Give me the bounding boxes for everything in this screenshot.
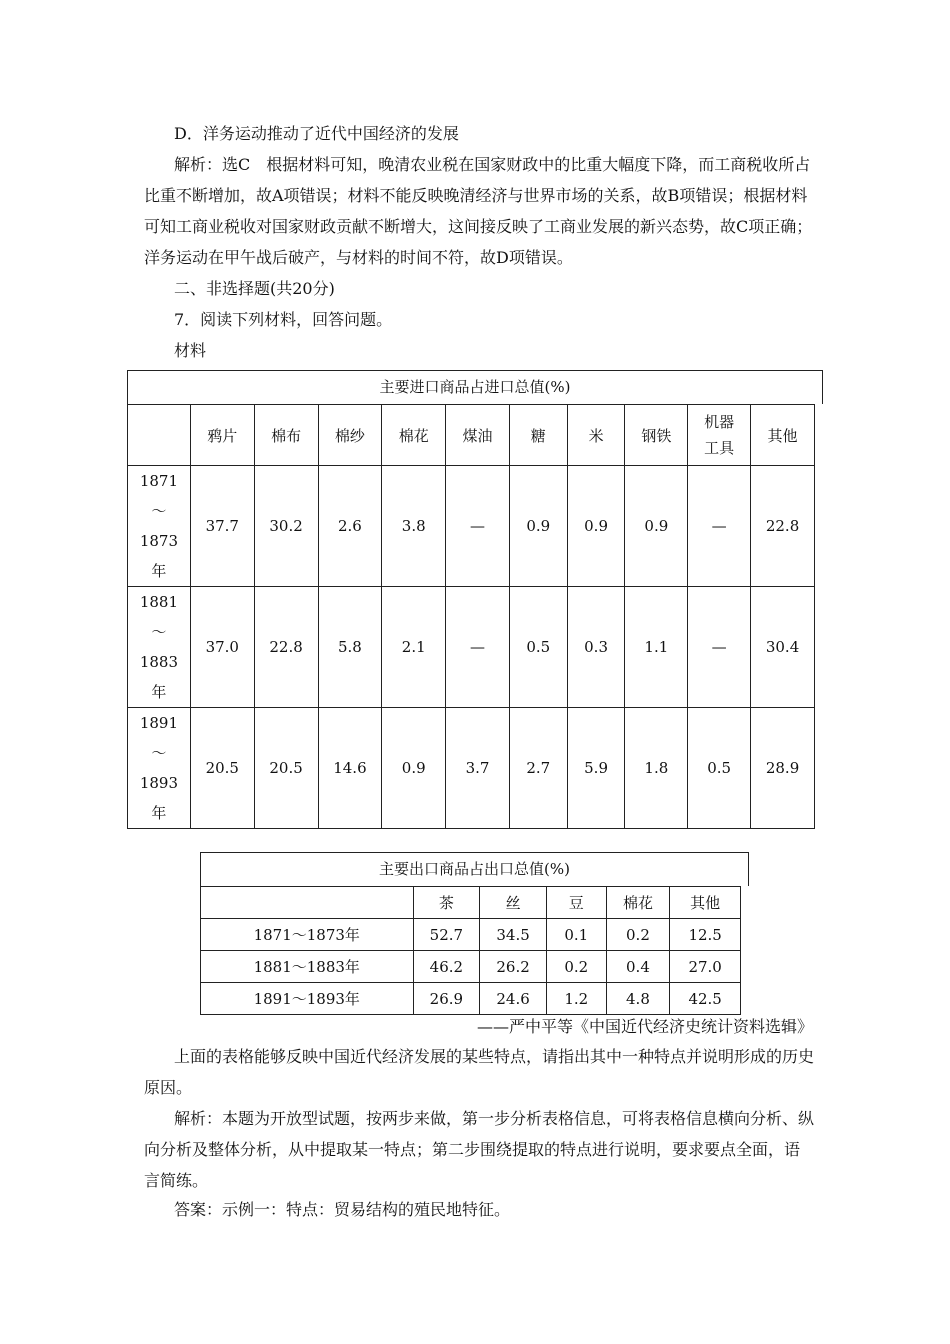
year-cell bbox=[128, 466, 191, 587]
value-cell: 30.4 bbox=[751, 587, 815, 708]
header-cell: 丝 bbox=[480, 887, 547, 919]
header-cell: 煤油 bbox=[446, 405, 510, 466]
header-cell: 豆 bbox=[546, 887, 606, 919]
imports-header-row bbox=[128, 405, 815, 466]
table-row bbox=[201, 983, 741, 1015]
header-cell: 棉布 bbox=[254, 405, 318, 466]
value-cell: 37.0 bbox=[190, 587, 254, 708]
empty-corner-cell bbox=[128, 405, 191, 466]
analysis-paragraph: 解析：选C 根据材料可知，晚清农业税在国家财政中的比重大幅度下降，而工商税收所占比重不断增加，故A项错误；材料不能反映晚清经济与世界市场的关系，故B项错误；根据材料可知工商业税收对国家财政贡献不断增大，这间接反映了工商业发展的新兴态势，故C项正确；洋务运动在甲午战后破产，与材料的时间不符，故D项错误。 bbox=[144, 155, 813, 267]
value-cell: 0.2 bbox=[546, 951, 606, 983]
material-label: 材料 bbox=[174, 341, 207, 360]
value-cell: 26.9 bbox=[413, 983, 480, 1015]
value-cell: 0.1 bbox=[546, 919, 606, 951]
value-cell: 0.3 bbox=[567, 587, 625, 708]
value-cell: 14.6 bbox=[318, 708, 382, 829]
value-cell: — bbox=[446, 587, 510, 708]
question-7: 7．阅读下列材料，回答问题。 bbox=[174, 310, 393, 329]
value-cell: — bbox=[688, 587, 751, 708]
table-row bbox=[201, 919, 741, 951]
value-cell: 2.6 bbox=[318, 466, 382, 587]
year-end: 1893 bbox=[139, 774, 179, 792]
year-cell bbox=[128, 708, 191, 829]
value-cell: 5.9 bbox=[567, 708, 625, 829]
year-sep: ～ bbox=[151, 623, 167, 641]
value-cell: 0.2 bbox=[606, 919, 670, 951]
value-cell: 3.7 bbox=[446, 708, 510, 829]
value-cell: 22.8 bbox=[751, 466, 815, 587]
year-start: 1871 bbox=[139, 472, 179, 490]
year-start: 1881 bbox=[139, 593, 179, 611]
header-cell: 米 bbox=[567, 405, 625, 466]
value-cell: 0.9 bbox=[625, 466, 688, 587]
value-cell: 5.8 bbox=[318, 587, 382, 708]
value-cell: 0.5 bbox=[509, 587, 567, 708]
value-cell: 0.9 bbox=[509, 466, 567, 587]
header-cell: 棉花 bbox=[382, 405, 446, 466]
imports-table-title: 主要进口商品占进口总值(%) bbox=[127, 370, 823, 404]
value-cell: 28.9 bbox=[751, 708, 815, 829]
header-cell: 其他 bbox=[670, 887, 741, 919]
value-cell: 30.2 bbox=[254, 466, 318, 587]
imports-table bbox=[127, 404, 815, 829]
empty-corner-cell bbox=[201, 887, 414, 919]
value-cell: 3.8 bbox=[382, 466, 446, 587]
value-cell: 24.6 bbox=[480, 983, 547, 1015]
header-cell: 茶 bbox=[413, 887, 480, 919]
year-sep: ～ bbox=[151, 744, 167, 762]
value-cell: 27.0 bbox=[670, 951, 741, 983]
value-cell: 20.5 bbox=[254, 708, 318, 829]
value-cell: 2.1 bbox=[382, 587, 446, 708]
header-cell-text: 机器工具 bbox=[704, 413, 735, 457]
header-cell: 钢铁 bbox=[625, 405, 688, 466]
year-suffix: 年 bbox=[151, 804, 167, 822]
period-cell: 1881～1883年 bbox=[201, 951, 414, 983]
exports-table bbox=[200, 886, 741, 1015]
year-cell bbox=[128, 587, 191, 708]
value-cell: 1.2 bbox=[546, 983, 606, 1015]
table-row bbox=[128, 466, 815, 587]
value-cell: — bbox=[688, 466, 751, 587]
question-paragraph: 上面的表格能够反映中国近代经济发展的某些特点，请指出其中一种特点并说明形成的历史原因。 bbox=[144, 1047, 815, 1097]
value-cell: 1.1 bbox=[625, 587, 688, 708]
value-cell: 0.5 bbox=[688, 708, 751, 829]
header-cell: 棉纱 bbox=[318, 405, 382, 466]
header-cell: 棉花 bbox=[606, 887, 670, 919]
table-row bbox=[201, 951, 741, 983]
section-heading: 二、非选择题(共20分) bbox=[174, 279, 335, 298]
header-cell: 其他 bbox=[751, 405, 815, 466]
period-cell: 1891～1893年 bbox=[201, 983, 414, 1015]
value-cell: 2.7 bbox=[509, 708, 567, 829]
year-start: 1891 bbox=[139, 714, 179, 732]
value-cell: 42.5 bbox=[670, 983, 741, 1015]
table-row bbox=[128, 587, 815, 708]
value-cell: 0.9 bbox=[382, 708, 446, 829]
option-d: D．洋务运动推动了近代中国经济的发展 bbox=[174, 124, 459, 143]
header-cell: 鸦片 bbox=[190, 405, 254, 466]
year-sep: ～ bbox=[151, 502, 167, 520]
value-cell: 12.5 bbox=[670, 919, 741, 951]
value-cell: 52.7 bbox=[413, 919, 480, 951]
value-cell: — bbox=[446, 466, 510, 587]
year-end: 1873 bbox=[139, 532, 179, 550]
year-end: 1883 bbox=[139, 653, 179, 671]
value-cell: 0.4 bbox=[606, 951, 670, 983]
source-citation: ——严中平等《中国近代经济史统计资料选辑》 bbox=[476, 1017, 813, 1036]
value-cell: 26.2 bbox=[480, 951, 547, 983]
period-cell: 1871～1873年 bbox=[201, 919, 414, 951]
value-cell: 37.7 bbox=[190, 466, 254, 587]
exports-table-title: 主要出口商品占出口总值(%) bbox=[200, 852, 749, 886]
value-cell: 46.2 bbox=[413, 951, 480, 983]
answer-paragraph: 答案：示例一：特点：贸易结构的殖民地特征。 bbox=[174, 1200, 511, 1219]
analysis-paragraph-2: 解析：本题为开放型试题，按两步来做，第一步分析表格信息，可将表格信息横向分析、纵向分析及整体分析，从中提取某一特点；第二步围绕提取的特点进行说明，要求要点全面，语言简练。 bbox=[144, 1109, 815, 1190]
header-cell bbox=[688, 405, 751, 466]
value-cell: 22.8 bbox=[254, 587, 318, 708]
exports-header-row bbox=[201, 887, 741, 919]
value-cell: 34.5 bbox=[480, 919, 547, 951]
value-cell: 4.8 bbox=[606, 983, 670, 1015]
year-suffix: 年 bbox=[151, 562, 167, 580]
header-cell: 糖 bbox=[509, 405, 567, 466]
value-cell: 20.5 bbox=[190, 708, 254, 829]
table-row bbox=[128, 708, 815, 829]
year-suffix: 年 bbox=[151, 683, 167, 701]
value-cell: 0.9 bbox=[567, 466, 625, 587]
value-cell: 1.8 bbox=[625, 708, 688, 829]
